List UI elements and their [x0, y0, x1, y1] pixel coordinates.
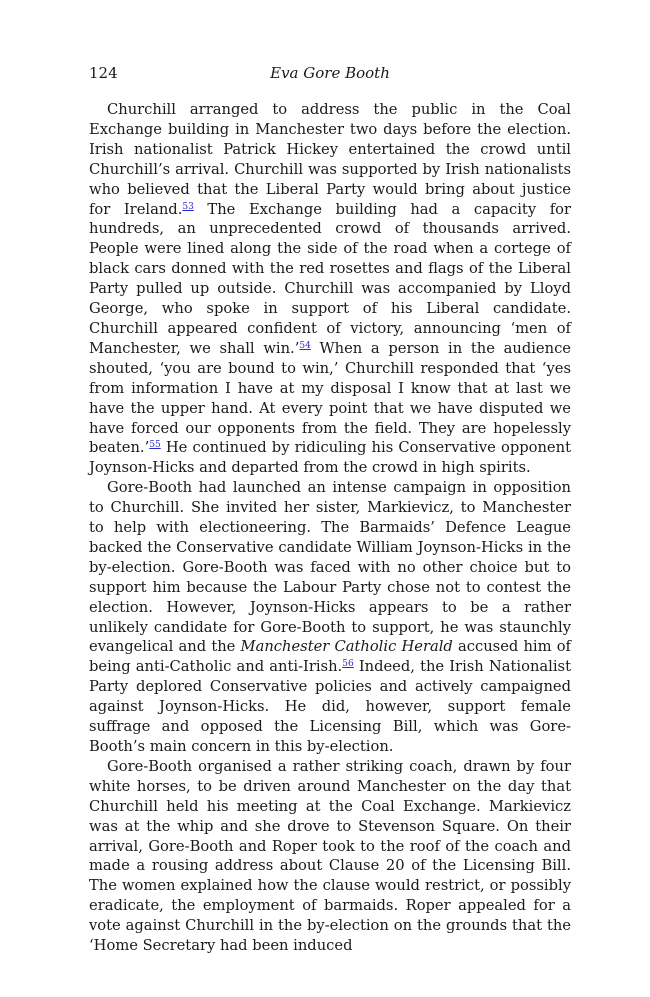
paragraph-1: [89, 100, 571, 478]
book-page: [89, 58, 571, 956]
page-number: 124: [89, 64, 118, 82]
body-text: [89, 100, 571, 956]
paragraph-text: Gore-Booth had launched an intense campaign in opposition to Churchill. She invited her sister, Markievicz, to Manchester to help with electioneering. The Barmaids’ Defence League backed the Conservative candidate William Joynson-Hicks in the by-election. Gore-Booth was faced with no other choice but to support him because the Labour Party chose not to contest the election. However, Joynson-Hicks appears to be a rather unlikely candidate for Gore-Booth to support, he was staunchly evangelical and the: [89, 479, 571, 656]
footnote-ref-54[interactable]: 54: [299, 340, 311, 351]
paragraph-text: Gore-Booth organised a rather striking coach, drawn by four white horses, to be driven around Manchester on the day that Churchill held his meeting at the Coal Exchange. Markievicz was at the whip and she drove to Stevenson Square. On their arrival, Gore-Booth and Roper took to the roof of the coach and made a rousing address about Clause 20 of the Licensing Bill. The women explained how the clause would restrict, or possibly eradicate, the employment of barmaids. Roper appealed for a vote against Churchill in the by-election on the grounds that the ‘Home Secretary had been induced: [89, 757, 571, 955]
paragraph-text: Churchill arranged to address the public in the Coal Exchange building in Manchester two days before the election. Irish nationalist Patrick Hickey entertained the crowd until Churchill’s arrival. Churchill was supported by Irish nationalists who believed that the Liberal Party would bring about justice for Ireland.: [89, 101, 571, 218]
paragraph-2: [89, 478, 571, 757]
paragraph-text: The Exchange building had a capacity for hundreds, an unprecedented crowd of thousands arrived. People were lined along the side of the road when a cortege of black cars donned with the red rosettes and flags of the Liberal Party pulled up outside. Churchill was accompanied by Lloyd George, who spoke in support of his Liberal candidate. Churchill appeared confident of victory, announcing ‘men of Manchester, we shall win.’: [89, 200, 571, 357]
paragraph-3: [89, 757, 571, 956]
paragraph-text: When a person in the audience shouted, ‘you are bound to win,’ Churchill responded that ‘yes from information I have at my disposal I know that at last we have the upper hand. At every point that we have disputed we have forced our opponents from the field. They are hopelessly beaten.’: [89, 339, 571, 457]
footnote-ref-55[interactable]: 55: [149, 440, 161, 451]
paragraph-text: Indeed, the Irish Nationalist Party deplored Conservative policies and actively campaigned against Joynson-Hicks. He did, however, support female suffrage and opposed the Licensing Bill, which was Gore-Booth’s main concern in this by-election.: [89, 658, 572, 755]
footnote-ref-56[interactable]: 56: [342, 659, 354, 670]
paragraph-text: He continued by ridiculing his Conservative opponent Joynson-Hicks and departed from the crowd in high spirits.: [89, 439, 571, 477]
newspaper-title: Manchester Catholic Herald: [240, 638, 453, 656]
running-header: [89, 58, 571, 88]
footnote-ref-53[interactable]: 53: [182, 201, 194, 212]
paragraph-text: accused him of being anti-Catholic and anti-Irish.: [89, 638, 571, 676]
running-title: Eva Gore Booth: [270, 64, 390, 82]
